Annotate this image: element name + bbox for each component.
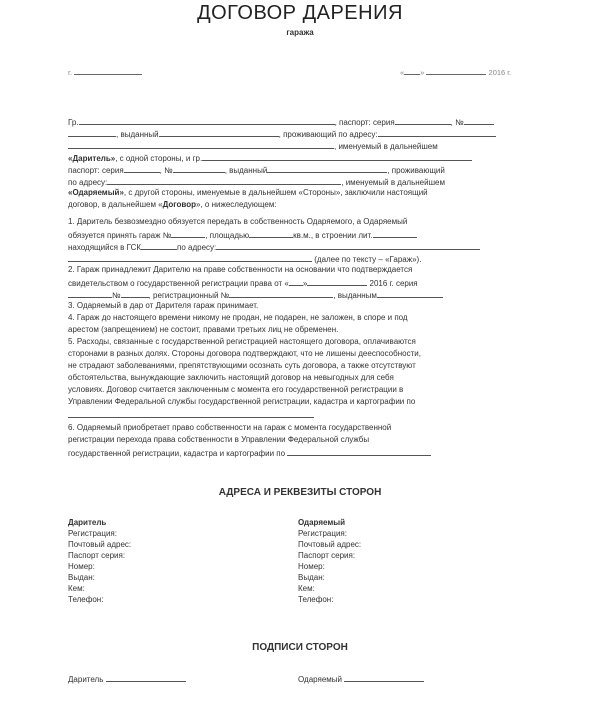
blank [229, 289, 333, 298]
year-suffix: 2016 г. [488, 68, 512, 77]
recipient-field-passport: Паспорт серия: [298, 551, 356, 560]
hereinafter-label: , именуемый в дальнейшем [334, 142, 438, 151]
contract-term-suffix: », о нижеследующем: [196, 200, 277, 209]
gsk-blank [141, 241, 177, 250]
issued-label-2: , выданный [224, 166, 268, 175]
clause-1-line-4 [68, 253, 421, 265]
area-blank [249, 229, 293, 238]
parties-line-8 [68, 200, 277, 210]
blank [68, 128, 116, 137]
quote-close: » [302, 279, 308, 288]
donor-term: «Даритель» [68, 154, 116, 163]
parties-line-4 [68, 152, 472, 164]
day-blank [404, 66, 420, 75]
donor-field-number: Номер: [68, 562, 95, 571]
recipient-field-phone: Телефон: [298, 595, 334, 604]
garage-term: (далее по тексту – «Гараж»). [314, 255, 422, 264]
clause-6-line-2: регистрации перехода права собственности в Управлении Федеральной службы [68, 435, 370, 444]
passport-series-blank [395, 116, 451, 125]
donor-field-postal: Почтовый адрес: [68, 540, 132, 549]
passport-number-label: , № [450, 118, 464, 127]
parties-term-text: , с другой стороны, именуемые в дальнейшем «Стороны», заключили настоящий [123, 188, 428, 197]
residence-label: , проживающий по адресу: [278, 130, 378, 139]
parties-line-3 [68, 140, 438, 152]
recipient-term: «Одаряемый» [68, 188, 124, 197]
donor-block-title: Даритель [68, 518, 107, 527]
blank [68, 289, 112, 298]
garage-number-blank [171, 229, 205, 238]
recipient-field-issued: Выдан: [298, 573, 325, 582]
area-label: , площадью [205, 231, 250, 240]
recipient-signature-label: Одаряемый [298, 675, 343, 684]
clause-3-line-1: 3. Одаряемый в дар от Дарителя гараж принимает. [68, 301, 259, 310]
passport-number-blank [464, 116, 494, 125]
issued-by-label: , выданным [333, 291, 377, 300]
donor-field-registration: Регистрация: [68, 529, 117, 538]
clause-5-line-5: условиях. Договор считается заключенным с момента его государственной регистрации в [68, 385, 404, 394]
signatures-heading: ПОДПИСИ СТОРОН [252, 642, 348, 653]
blank [287, 447, 431, 456]
recipient-signature-blank [344, 673, 424, 682]
blank [68, 409, 314, 418]
blank [68, 253, 312, 262]
clause-2-line-3 [68, 289, 443, 301]
recipient-field-postal: Почтовый адрес: [298, 540, 362, 549]
passport-series-label-2: паспорт: серия [68, 166, 124, 175]
city-prefix: г. [68, 68, 72, 77]
parties-line-2 [68, 128, 496, 140]
date-close-quote: » [420, 68, 425, 77]
citizen-prefix: Гр. [68, 118, 79, 127]
recipient-field-by-whom: Кем: [298, 584, 315, 593]
parties-line-7 [68, 188, 428, 198]
issued-blank [159, 128, 279, 137]
number-label-2: , № [159, 166, 173, 175]
blank [289, 277, 303, 286]
clause-1-line-2 [68, 229, 417, 241]
month-blank [426, 66, 486, 75]
recipient-field-number: Номер: [298, 562, 325, 571]
addresses-heading: АДРЕСА И РЕКВЕЗИТЫ СТОРОН [218, 487, 382, 498]
clause-5-line-2: сторонами в разных долях. Стороны договора подтверждают, что не лишены дееспособности, [68, 349, 421, 358]
clause-5-line-6: Управлении Федеральной службы государственной регистрации, кадастра и картографии по [68, 397, 416, 406]
blank [124, 164, 160, 173]
document-title: ДОГОВОР ДАРЕНИЯ [197, 2, 403, 24]
contract-term: Договор [162, 200, 197, 209]
blank [107, 176, 341, 185]
city-line [68, 66, 142, 77]
parties-line-1 [68, 116, 494, 128]
document-subtitle: гаража [286, 28, 314, 37]
clause-4-line-1: 4. Гараж до настоящего времени никому не продан, не подарен, не заложен, в споре и под [68, 313, 408, 322]
donor-field-phone: Телефон: [68, 595, 104, 604]
clause-6-line-1: 6. Одаряемый приобретает право собственности на гараж с момента государственной [68, 423, 392, 432]
garage-address-label: по адресу: [177, 243, 217, 252]
donor-signature-label: Даритель [68, 675, 104, 684]
gsk-label: находящийся в ГСК [68, 243, 142, 252]
residing-label-2: , проживающий [387, 166, 445, 175]
blank [121, 289, 149, 298]
blank [173, 164, 225, 173]
donor-field-issued: Выдан: [68, 573, 95, 582]
donor-name-blank [79, 116, 335, 125]
clause-2-line-1: 2. Гараж принадлежит Дарителю на праве собственности на основании что подтверждается [68, 265, 413, 274]
clause-5-line-3: не страдают заболеваниями, препятствующими осознать суть договора, а также отсутствуют [68, 361, 416, 370]
passport-series-label: , паспорт: серия [334, 118, 395, 127]
garage-number-label: обязуется принять гараж № [68, 231, 172, 240]
building-blank [373, 229, 417, 238]
recipient-field-registration: Регистрация: [298, 529, 347, 538]
clause-6-line-3 [68, 447, 431, 459]
certificate-date-label: свидетельством о государственной регистрации права от « [68, 279, 289, 288]
clause-5-line-4: обстоятельства, вынуждающие заключить настоящий договор на невыгодных для себя [68, 373, 394, 382]
number-sign: № [112, 291, 121, 300]
clause-6-line-3-text: государственной регистрации, кадастра и картографии по [68, 449, 286, 458]
donor-signature-line [68, 673, 186, 685]
clause-1-line-1: 1. Даритель безвозмездно обязуется передать в собственность Одаряемого, а Одаряемый [68, 217, 408, 226]
registration-number-label: , регистрационный № [148, 291, 230, 300]
blank [377, 289, 443, 298]
clause-4-line-2: арестом (запрещением) не состоит, правами третьих лиц не обременен. [68, 325, 339, 334]
garage-address-blank [216, 241, 480, 250]
blank [307, 277, 367, 286]
donor-field-passport: Паспорт серия: [68, 551, 126, 560]
one-side-label: , с одной стороны, и гр. [115, 154, 203, 163]
clause-1-line-3 [68, 241, 480, 253]
clause-5-line-1: 5. Расходы, связанные с государственной регистрацией настоящего договора, оплачиваются [68, 337, 416, 346]
recipient-signature-line [298, 673, 424, 685]
donor-signature-blank [106, 673, 186, 682]
parties-line-6 [68, 176, 445, 188]
parties-line-5 [68, 164, 445, 176]
contract-term-prefix: договор, в дальнейшем « [68, 200, 163, 209]
address-blank [68, 140, 334, 149]
clause-5-line-7 [68, 409, 314, 421]
city-blank [74, 66, 142, 75]
recipient-name-blank [202, 152, 472, 161]
hereinafter-label-2: , именуемый в дальнейшем [341, 178, 445, 187]
recipient-block-title: Одаряемый [298, 518, 346, 527]
date-open-quote: « [400, 68, 405, 77]
clause-2-line-2 [68, 277, 418, 289]
blank [267, 164, 387, 173]
year-series-label: 2016 г. серия [369, 279, 418, 288]
building-label: кв.м., в строении лит. [293, 231, 373, 240]
address-label-2: по адресу: [68, 178, 108, 187]
issued-label: , выданный [116, 130, 159, 139]
residence-blank [378, 128, 496, 137]
date-line [400, 66, 511, 77]
donor-field-by-whom: Кем: [68, 584, 85, 593]
